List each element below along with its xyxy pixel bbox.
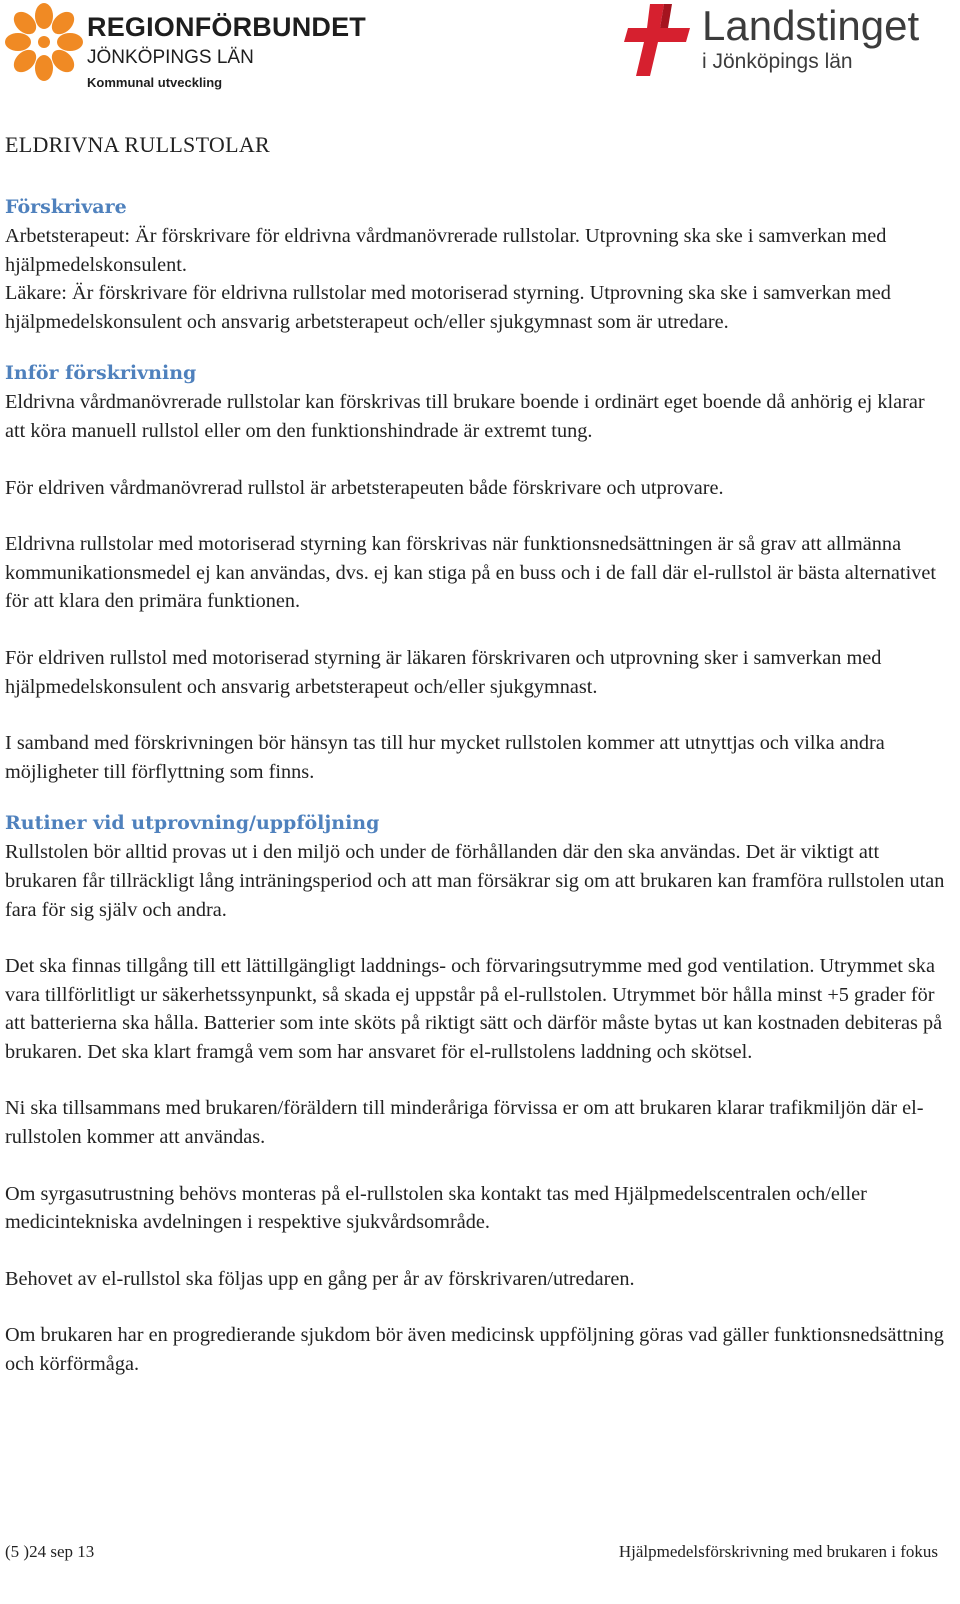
paragraph: Läkare: Är förskrivare för eldrivna rullstolar med motoriserad styrning. Utprovning ska ske i samverkan med hjälpmedelskonsulent och ansvarig arbetsterapeut och/eller sjukgymnast som är utredare. [5, 282, 891, 333]
section-rutiner [5, 808, 945, 1378]
section-heading: Förskrivare [5, 196, 127, 218]
paragraph: Eldrivna vårdmanövrerade rullstolar kan förskrivas till brukare boende i ordinärt eget boende då anhörig ej klarar att köra manuell rullstol eller om den funktionshindrade är extremt tung. [5, 391, 925, 442]
regionforbundet-logo [4, 2, 366, 92]
document-title: ELDRIVNA RULLSTOLAR [5, 132, 271, 157]
paragraph: Eldrivna rullstolar med motoriserad styrning kan förskrivas när funktionsnedsättningen är så grav att allmänna kommunikationsmedel ej kan användas, dvs. ej kan stiga på en buss och i de fall där el-rullstol är bästa alternativet för att klara den primära funktionen. [5, 533, 936, 613]
paragraph: Behovet av el-rullstol ska följas upp en gång per år av förskrivaren/utredaren. [5, 1267, 635, 1290]
footer-page-date: (5 )24 sep 13 [5, 1542, 95, 1561]
paragraph: För eldriven rullstol med motoriserad styrning är läkaren förskrivaren och utprovning sker i samverkan med hjälpmedelskonsulent och ansvarig arbetsterapeut och/eller sjukgymnast. [5, 646, 882, 698]
section-heading: Rutiner vid utprovning/uppföljning [5, 812, 380, 835]
red-cross-icon [620, 0, 695, 80]
paragraph: Arbetsterapeut: Är förskrivare för eldrivna vårdmanövrerade rullstolar. Utprovning ska ske i samverkan med hjälpmedelskonsulent. [5, 225, 887, 276]
paragraph: Det ska finnas tillgång till ett lättillgängligt laddnings- och förvaringsutrymme med god ventilation. Utrymmet ska vara tillförlitligt ur säkerhetssynpunkt, så skada ej uppstår på el-rullstolen. Utrymmet bör hålla minst +5 grader för att batterierna ska hålla. Batterier som inte sköts på riktigt sätt och därför måste bytas ut kan kostnaden debiteras på brukaren. Det ska klart framgå vem som har ansvaret för el-rullstolens laddning och skötsel. [5, 955, 943, 1063]
regionforbundet-tagline: Kommunal utveckling [87, 75, 223, 90]
paragraph: Om brukaren har en progredierande sjukdom bör även medicinsk uppföljning göras vad gäller funktionsnedsättning och körförmåga. [5, 1324, 944, 1376]
section-heading: Inför förskrivning [5, 362, 197, 385]
paragraph: Om syrgasutrustning behövs monteras på el-rullstolen ska kontakt tas med Hjälpmedelscentralen och/eller medicintekniska avdelningen i respektive sjukvårdsområde. [5, 1182, 867, 1234]
paragraph: Rullstolen bör alltid provas ut i den miljö och under de förhållanden där den ska användas. Det är viktigt att brukaren får tillräckligt lång inträningsperiod och att man försäkrar sig om att brukaren kan framföra rullstolen utan fara för sig själv och andra. [5, 841, 945, 921]
paragraph: I samband med förskrivningen bör hänsyn tas till hur mycket rullstolen kommer att utnyttjas och vilka andra möjligheter till förflyttning som finns. [5, 732, 885, 783]
paragraph: Ni ska tillsammans med brukaren/föräldern till minderåriga förvissa er om att brukaren klarar trafikmiljön där el-rullstolen kommer att användas. [5, 1097, 924, 1149]
regionforbundet-region: JÖNKÖPINGS LÄN [87, 47, 254, 68]
regionforbundet-name: REGIONFÖRBUNDET [87, 12, 366, 42]
landstinget-region: i Jönköpings län [702, 50, 853, 73]
footer-document-name: Hjälpmedelsförskrivning med brukaren i fokus [618, 1542, 938, 1561]
page-header [0, 0, 960, 100]
section-forskrivare [5, 192, 945, 336]
section-infor-forskrivning [5, 358, 945, 786]
landstinget-name: Landstinget [702, 2, 920, 49]
paragraph: För eldriven vårdmanövrerad rullstol är arbetsterapeuten både förskrivare och utprovare. [5, 476, 724, 499]
sun-flower-icon [4, 2, 84, 82]
document-body [5, 128, 945, 1401]
landstinget-logo [620, 0, 950, 90]
